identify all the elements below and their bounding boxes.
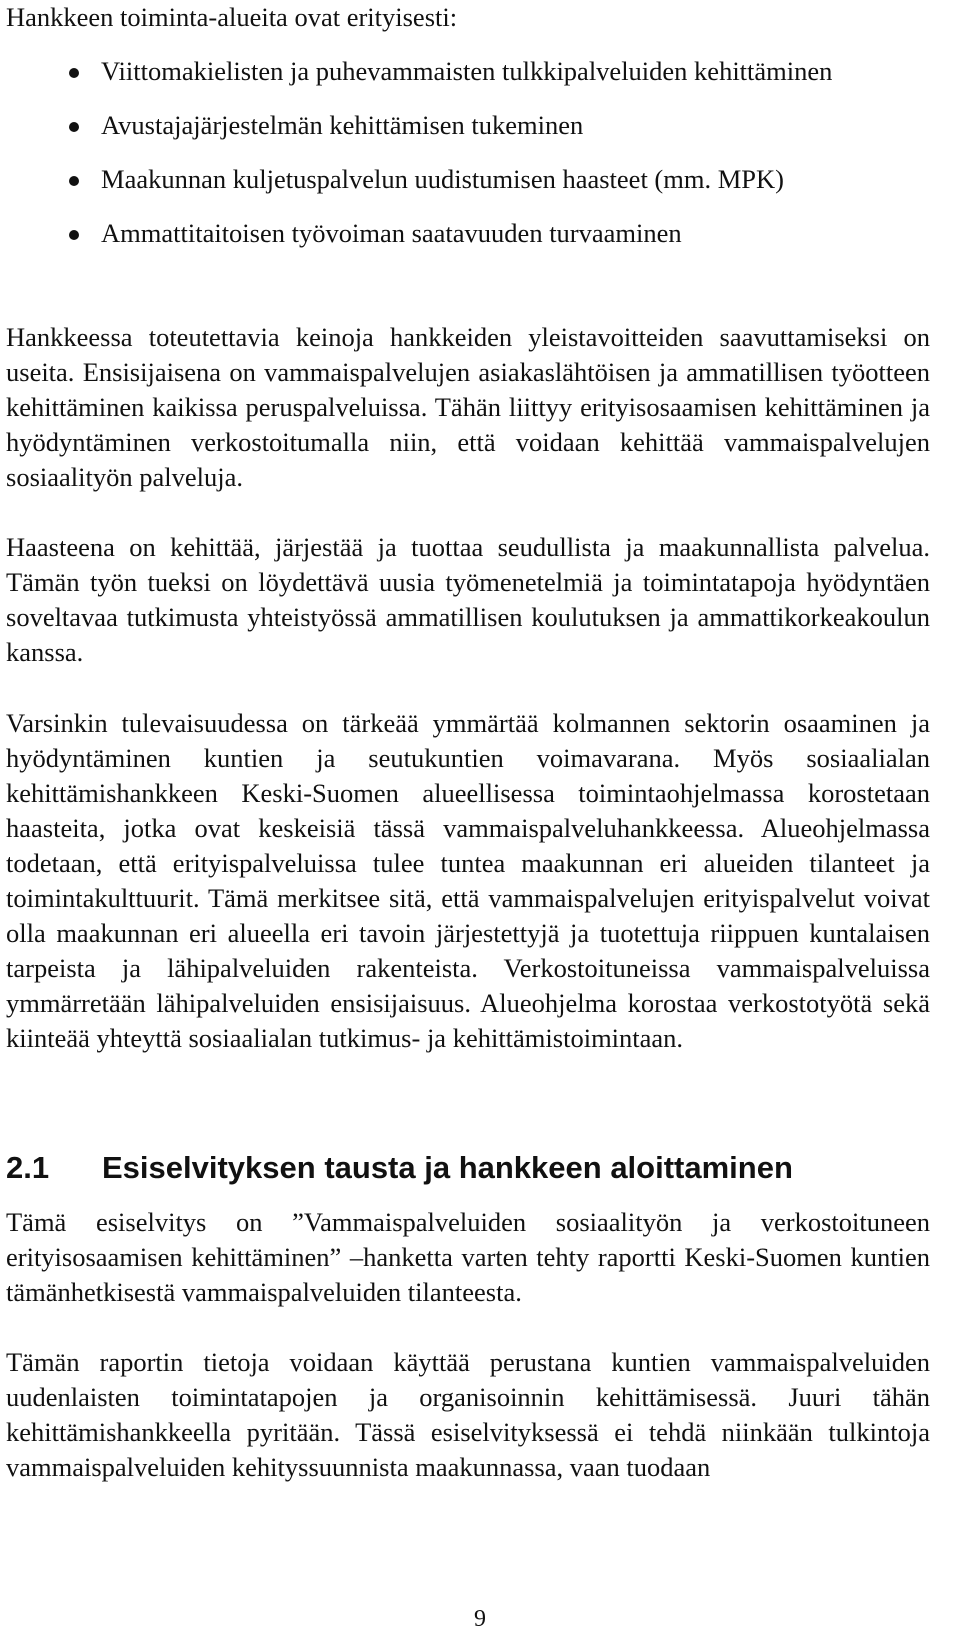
bullet-icon	[69, 230, 79, 240]
section-number: 2.1	[6, 1150, 50, 1185]
section-title: Esiselvityksen tausta ja hankkeen aloittaminen	[102, 1150, 793, 1185]
paragraph-3: Varsinkin tulevaisuudessa on tärkeää ymmärtää kolmannen sektorin osaaminen ja hyödyntäminen kuntien ja seutukuntien voimavarana. Myös sosiaalialan kehittämishankkeen Keski-Suomen alueellisessa toimintaohjelmassa korostetaan haasteita, jotka ovat keskeisiä tässä vammaispalveluhankkeessa. Alueohjelmassa todetaan, että erityispalveluissa tulee tuntea maakunnan eri alueiden tilanteet ja toimintakulttuurit. Tämä merkitsee sitä, että vammaispalvelujen erityispalvelut voivat olla maakunnan eri alueella eri tavoin järjestettyjä ja tuotettuja riippuen kuntalaisen tarpeista ja lähipalveluiden rakenteista. Verkostoituneissa vammaispalveluissa ymmärretään lähipalveluiden ensisijaisuus. Alueohjelma korostaa verkostotyötä sekä kiinteää yhteyttä sosiaalialan tutkimus- ja kehittämistoimintaan.	[6, 708, 930, 1053]
list-item	[6, 216, 930, 251]
bullet-icon	[69, 68, 79, 78]
page-number: 9	[474, 1606, 486, 1632]
bullet-list	[6, 54, 930, 270]
bullet-icon	[69, 176, 79, 186]
intro-text: Hankkeen toiminta-alueita ovat erityisesti:	[6, 2, 458, 32]
bullet-text: Avustajajärjestelmän kehittämisen tukeminen	[101, 110, 584, 140]
paragraph-2: Haasteena on kehittää, järjestää ja tuottaa seudullista ja maakunnallista palvelua. Tämän työn tueksi on löydettävä uusia työmenetelmiä ja toimintatapoja hyödyntäen soveltavaa tutkimusta yhteistyössä ammatillisen koulutuksen ja ammattikorkeakoulun kanssa.	[6, 532, 930, 667]
bullet-text: Maakunnan kuljetuspalvelun uudistumisen haasteet (mm. MPK)	[101, 164, 784, 194]
list-item	[6, 54, 930, 89]
list-item	[6, 108, 930, 143]
section-heading	[6, 1148, 930, 1188]
bullet-text: Ammattitaitoisen työvoiman saatavuuden turvaaminen	[101, 218, 682, 248]
bullet-text: Viittomakielisten ja puhevammaisten tulkkipalveluiden kehittäminen	[101, 56, 833, 86]
list-item	[6, 162, 930, 197]
paragraph-5: Tämän raportin tietoja voidaan käyttää perustana kuntien vammaispalveluiden uudenlaisten toimintatapojen ja organisoinnin kehittämisessä. Juuri tähän kehittämishankkeella pyritään. Tässä esiselvityksessä ei tehdä niinkään tulkintoja vammaispalveluiden kehityssuunnista maakunnassa, vaan tuodaan	[6, 1347, 930, 1482]
paragraph-4: Tämä esiselvitys on ”Vammaispalveluiden sosiaalityön ja verkostoituneen erityisosaamisen kehittäminen” –hanketta varten tehty raportti Keski-Suomen kuntien tämänhetkisestä vammaispalveluiden tilanteesta.	[6, 1207, 930, 1307]
paragraph-1: Hankkeessa toteutettavia keinoja hankkeiden yleistavoitteiden saavuttamiseksi on useita. Ensisijaisena on vammaispalvelujen asiakaslähtöisen ja ammatillisen työotteen kehittäminen kaikissa peruspalveluissa. Tähän liittyy erityisosaamisen kehittäminen ja hyödyntäminen verkostoitumalla niin, että voidaan kehittää vammaispalvelujen sosiaalityön palveluja.	[6, 322, 930, 492]
bullet-icon	[69, 122, 79, 132]
